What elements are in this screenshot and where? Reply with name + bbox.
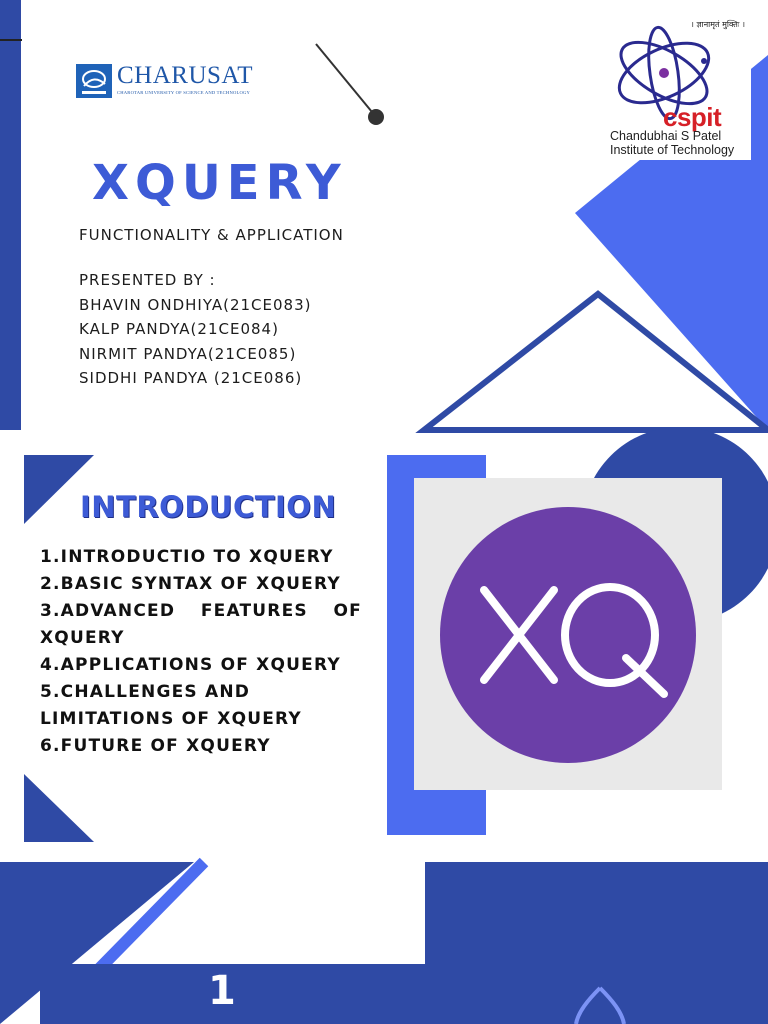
charusat-tagline: CHAROTAR UNIVERSITY OF SCIENCE AND TECHNOLOGY <box>117 90 251 95</box>
bottom-left-triangle <box>24 774 94 842</box>
charusat-emblem-icon <box>76 64 112 98</box>
page-title: XQUERY <box>92 155 347 211</box>
list-item: 2.BASIC SYNTAX OF XQUERY <box>40 574 341 594</box>
pendulum-line <box>316 44 372 112</box>
list-item: 4.APPLICATIONS OF XQUERY <box>40 655 341 675</box>
cspit-name-line2: Institute of Technology <box>610 143 735 157</box>
list-item: 5.CHALLENGES AND <box>40 682 251 702</box>
list-item: XQUERY <box>40 628 125 648</box>
cspit-name-line1: Chandubhai S Patel <box>610 129 722 143</box>
list-item: 1.INTRODUCTIO TO XQUERY <box>40 547 334 567</box>
xquery-logo-image <box>414 478 722 790</box>
cspit-abbr: cspit <box>663 102 722 132</box>
contents-list <box>40 544 362 760</box>
presenter-name: KALP PANDYA(21CE084) <box>79 320 279 338</box>
presenters-heading: PRESENTED BY : <box>79 271 216 289</box>
presenter-name: BHAVIN ONDHIYA(21CE083) <box>79 295 312 314</box>
cspit-logo <box>608 17 751 160</box>
presenters-list <box>79 268 311 391</box>
xq-logo-icon <box>414 478 722 790</box>
slide3-right-block <box>425 862 768 1024</box>
cspit-motto: । ज्ञानामृतं मुक्तिः । <box>690 20 745 29</box>
list-item: LIMITATIONS OF XQUERY <box>40 709 302 729</box>
left-accent-bar <box>0 0 21 430</box>
subtitle: FUNCTIONALITY & APPLICATION <box>79 226 344 244</box>
charusat-name: CHARUSAT <box>117 62 253 89</box>
pendulum-dot <box>368 109 384 125</box>
list-item: 6.FUTURE OF XQUERY <box>40 736 271 756</box>
page-number: 1 <box>208 968 236 1014</box>
list-item: 3.ADVANCED FEATURES OF <box>40 601 362 621</box>
introduction-heading: INTRODUCTION <box>80 490 337 524</box>
presenter-name: SIDDHI PANDYA (21CE086) <box>79 369 303 387</box>
presenter-name: NIRMIT PANDYA(21CE085) <box>79 344 297 363</box>
